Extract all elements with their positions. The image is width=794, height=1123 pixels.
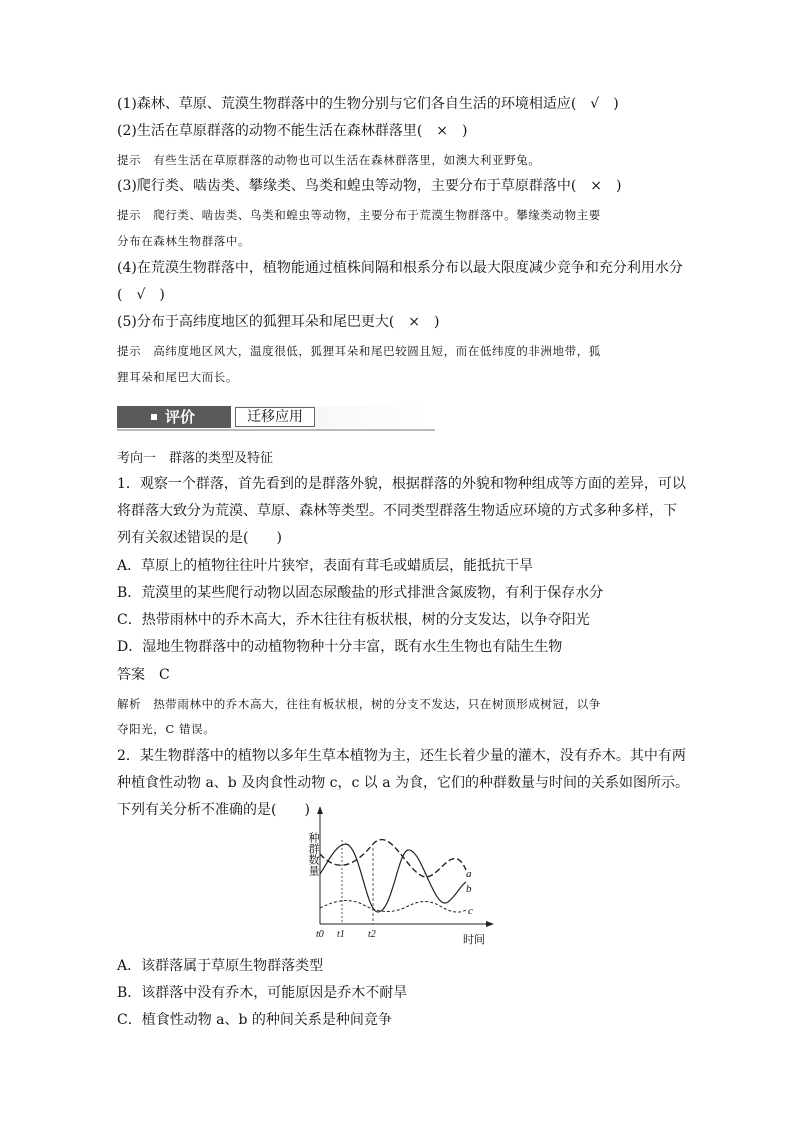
q2-stem-2: 种植食性动物 a、b 及肉食性动物 c，c 以 a 为食，它们的种群数量与时间的关系如图所示。 bbox=[117, 775, 690, 791]
population-chart bbox=[300, 802, 500, 950]
q1-analysis bbox=[117, 694, 601, 714]
tip-5 bbox=[117, 341, 601, 361]
tip-3 bbox=[117, 205, 601, 225]
item-4: (4)在荒漠生物群落中，植物能通过植株间隔和根系分布以最大限度减少竞争和充分利用水分 bbox=[117, 260, 683, 276]
section-title: 评价 bbox=[165, 408, 196, 426]
tip-text: 有些生活在草原群落的动物也可以生活在森林群落里，如澳大利亚野兔。 bbox=[153, 153, 541, 167]
square-icon bbox=[151, 414, 157, 420]
q2-option-b: B．该群落中没有乔木，可能原因是乔木不耐旱 bbox=[117, 985, 408, 1001]
answer-value: C bbox=[159, 667, 170, 683]
tip-label: 提示 bbox=[117, 208, 142, 222]
section-header-dark bbox=[117, 406, 231, 428]
tip-text: 高纬度地区风大，温度很低，狐狸耳朵和尾巴较圆且短，而在低纬度的非洲地带，狐 bbox=[153, 344, 601, 358]
series-a-label: a bbox=[466, 868, 472, 880]
tip-2 bbox=[117, 150, 540, 170]
series-b-label: b bbox=[466, 883, 472, 895]
analysis-text: 热带雨林中的乔木高大，往往有板状根，树的分支不发达，只在树顶形成树冠，以争 bbox=[153, 697, 601, 711]
q1-stem-2: 将群落大致分为荒漠、草原、森林等类型。不同类型群落生物适应环境的方式多种多样，下 bbox=[117, 503, 677, 519]
q1-answer bbox=[117, 665, 170, 685]
q2-stem-1: 2．某生物群落中的植物以多年生草本植物为主，还生长着少量的灌木，没有乔木。其中有两 bbox=[117, 748, 686, 764]
q1-option-c: C．热带雨林中的乔木高大，乔木往往有板状根，树的分支发达，以争夺阳光 bbox=[117, 612, 590, 628]
q1-stem-3: 列有关叙述错误的是( ) bbox=[117, 530, 282, 546]
tip-5-cont: 狸耳朵和尾巴大而长。 bbox=[117, 370, 238, 384]
series-c-line bbox=[320, 901, 466, 913]
x-axis-arrow bbox=[486, 921, 494, 927]
q2-option-c: C．植食性动物 a、b 的种间关系是种间竞争 bbox=[117, 1012, 392, 1028]
y-axis-label: 种群数量 bbox=[307, 832, 319, 876]
series-c-label: c bbox=[468, 905, 473, 917]
tick-t0: t0 bbox=[316, 929, 324, 940]
section-rule bbox=[117, 429, 435, 431]
chart-svg bbox=[300, 802, 500, 950]
item-4-cont: ( √ ) bbox=[117, 287, 165, 303]
tip-label: 提示 bbox=[117, 153, 142, 167]
analysis-label: 解析 bbox=[117, 697, 142, 711]
q1-stem-1: 1．观察一个群落，首先看到的是群落外貌，根据群落的外貌和物种组成等方面的差异，可以 bbox=[117, 476, 686, 492]
q1-analysis-cont: 夺阳光，C 错误。 bbox=[117, 722, 216, 736]
tip-label: 提示 bbox=[117, 344, 142, 358]
tip-text: 爬行类、啮齿类、鸟类和蝗虫等动物，主要分布于荒漠生物群落中。攀缘类动物主要 bbox=[153, 208, 601, 222]
section-subtitle: 迁移应用 bbox=[235, 407, 315, 427]
q2-stem-3: 下列有关分析不准确的是( ) bbox=[117, 802, 310, 818]
q1-option-d: D．湿地生物群落中的动植物物种十分丰富，既有水生生物也有陆生生物 bbox=[117, 639, 563, 655]
item-1: (1)森林、草原、荒漠生物群落中的生物分别与它们各自生活的环境相适应( √ ) bbox=[117, 96, 619, 112]
item-3: (3)爬行类、啮齿类、攀缘类、鸟类和蝗虫等动物，主要分布于草原群落中( × ) bbox=[117, 178, 622, 194]
item-2: (2)生活在草原群落的动物不能生活在森林群落里( × ) bbox=[117, 123, 468, 139]
q1-option-b: B．荒漠里的某些爬行动物以固态尿酸盐的形式排泄含氮废物，有利于保存水分 bbox=[117, 585, 604, 601]
q2-option-a: A．该群落属于草原生物群落类型 bbox=[117, 958, 324, 974]
item-5: (5)分布于高纬度地区的狐狸耳朵和尾巴更大( × ) bbox=[117, 314, 440, 330]
topic-heading: 考向一 群落的类型及特征 bbox=[117, 451, 274, 466]
y-axis-arrow bbox=[317, 806, 323, 814]
tip-3-cont: 分布在森林生物群落中。 bbox=[117, 234, 251, 248]
tick-t1: t1 bbox=[337, 929, 345, 940]
q1-option-a: A．草原上的植物往往叶片狭窄，表面有茸毛或蜡质层，能抵抗干旱 bbox=[117, 558, 534, 574]
tick-t2: t2 bbox=[368, 929, 376, 940]
answer-label: 答案 bbox=[117, 667, 145, 683]
x-axis-label: 时间 bbox=[463, 934, 485, 946]
section-header bbox=[117, 406, 435, 430]
